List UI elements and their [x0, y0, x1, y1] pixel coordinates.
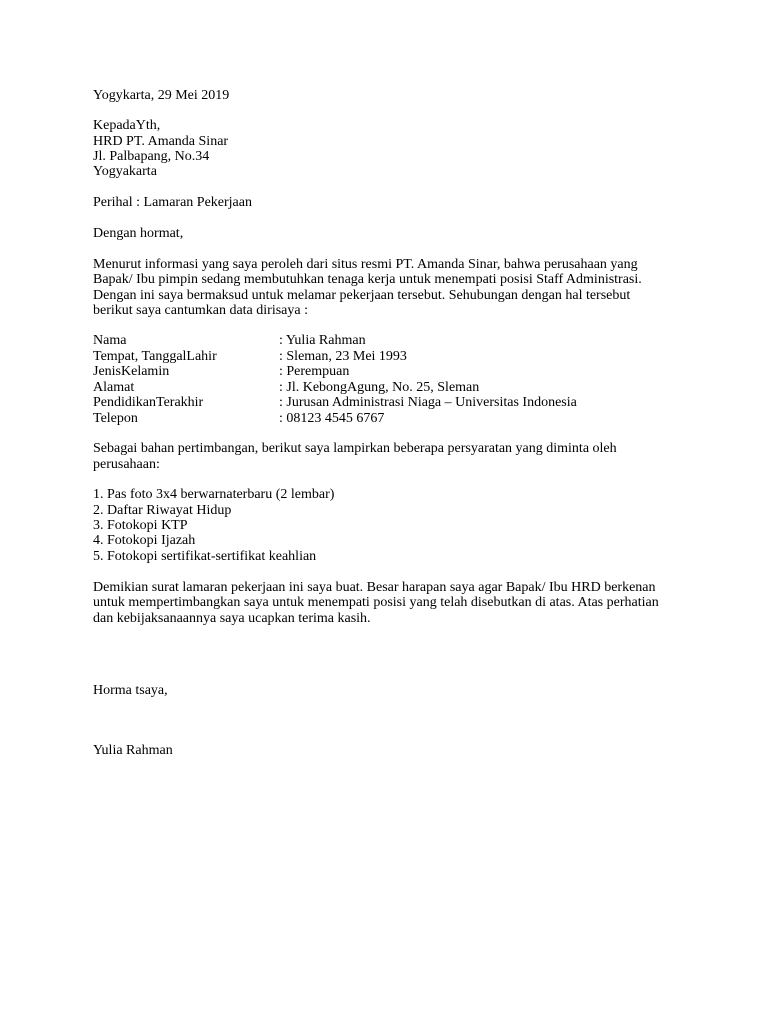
- attachment-item: 1. Pas foto 3x4 berwarnaterbaru (2 lembar): [93, 487, 335, 502]
- personal-row: [93, 333, 366, 349]
- intro-line: Bapak/ Ibu pimpin sedang membutuhkan tenaga kerja untuk menempati posisi Staff Administrasi.: [93, 272, 642, 287]
- personal-label: Telepon: [93, 411, 138, 426]
- recipient-line: HRD PT. Amanda Sinar: [93, 134, 229, 149]
- closing-line: dan kebijaksanaannya saya ucapkan terima kasih.: [93, 611, 371, 626]
- personal-value: : Jl. KebongAgung, No. 25, Sleman: [279, 380, 480, 395]
- personal-row: [93, 395, 577, 411]
- personal-label: Alamat: [93, 380, 135, 395]
- recipient-line: KepadaYth,: [93, 118, 161, 133]
- attachment-item: 5. Fotokopi sertifikat-sertifikat keahlian: [93, 549, 317, 564]
- recipient-line: Yogyakarta: [93, 164, 157, 179]
- personal-value: : Jurusan Administrasi Niaga – Universitas Indonesia: [279, 395, 577, 410]
- closing-line: untuk mempertimbangkan saya untuk menempati posisi yang telah disebutkan di atas. Atas perhatian: [93, 595, 659, 610]
- personal-value: : Perempuan: [279, 364, 350, 379]
- letter-subject: Perihal : Lamaran Pekerjaan: [93, 195, 252, 210]
- personal-label: PendidikanTerakhir: [93, 395, 204, 410]
- attachments-intro-line: Sebagai bahan pertimbangan, berikut saya lampirkan beberapa persyaratan yang diminta oleh: [93, 441, 617, 456]
- intro-line: Dengan ini saya bermaksud untuk melamar pekerjaan tersebut. Sehubungan dengan hal tersebut: [93, 288, 631, 303]
- personal-row: [93, 411, 384, 427]
- personal-label: JenisKelamin: [93, 364, 170, 379]
- personal-value: : Sleman, 23 Mei 1993: [279, 349, 407, 364]
- letter-signature-name: Yulia Rahman: [93, 743, 173, 758]
- personal-row: [93, 364, 349, 380]
- letter-signoff: Horma tsaya,: [93, 683, 168, 698]
- closing-line: Demikian surat lamaran pekerjaan ini saya buat. Besar harapan saya agar Bapak/ Ibu HRD berkenan: [93, 580, 656, 595]
- attachment-item: 3. Fotokopi KTP: [93, 518, 188, 533]
- personal-value: : 08123 4545 6767: [279, 411, 385, 426]
- personal-row: [93, 349, 407, 365]
- recipient-line: Jl. Palbapang, No.34: [93, 149, 210, 164]
- personal-row: [93, 380, 479, 396]
- personal-label: Tempat, TanggalLahir: [93, 349, 217, 364]
- attachment-item: 2. Daftar Riwayat Hidup: [93, 503, 232, 518]
- attachment-item: 4. Fotokopi Ijazah: [93, 533, 196, 548]
- intro-line: Menurut informasi yang saya peroleh dari situs resmi PT. Amanda Sinar, bahwa perusahaan yang: [93, 257, 638, 272]
- letter-date: Yogykarta, 29 Mei 2019: [93, 88, 230, 103]
- letter-salutation: Dengan hormat,: [93, 226, 184, 241]
- personal-label: Nama: [93, 333, 127, 348]
- personal-value: : Yulia Rahman: [279, 333, 366, 348]
- attachments-intro-line: perusahaan:: [93, 457, 160, 472]
- intro-line: berikut saya cantumkan data dirisaya :: [93, 303, 308, 318]
